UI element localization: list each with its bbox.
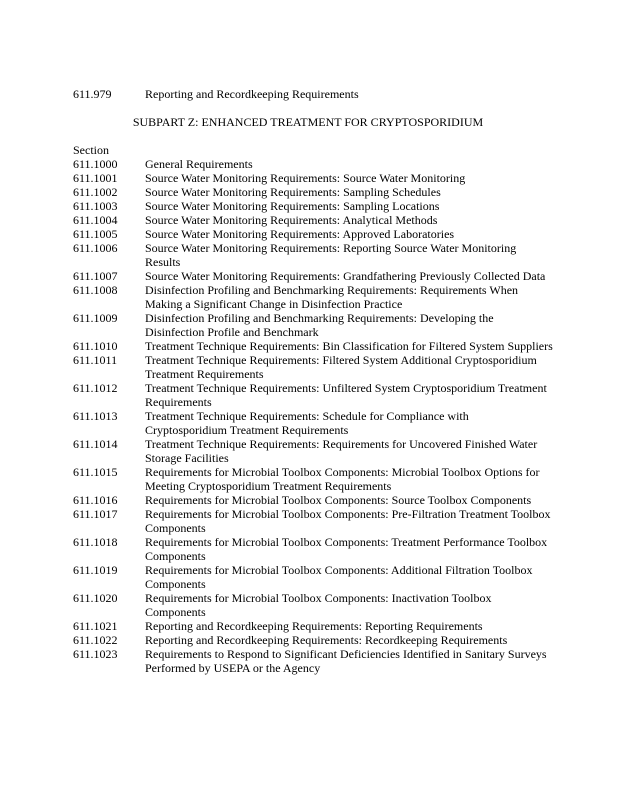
section-title: Requirements to Respond to Significant Deficiencies Identified in Sanitary Surveys Performed by USEPA or the Agency (145, 647, 547, 675)
section-entry (73, 269, 553, 283)
section-title: Requirements for Microbial Toolbox Components: Treatment Performance Toolbox Components (145, 535, 548, 563)
section-entry (73, 437, 553, 465)
section-entry (73, 157, 553, 171)
section-entry (73, 409, 553, 437)
section-entry (73, 633, 553, 647)
section-title: Treatment Technique Requirements: Requirements for Uncovered Finished Water Storage Facilities (145, 437, 538, 465)
section-entry (73, 227, 553, 241)
section-title: Requirements for Microbial Toolbox Components: Inactivation Toolbox Components (145, 591, 492, 619)
section-title: Source Water Monitoring Requirements: Source Water Monitoring (145, 171, 466, 185)
section-title: Source Water Monitoring Requirements: Sampling Schedules (145, 185, 441, 199)
section-title: Treatment Technique Requirements: Unfiltered System Cryptosporidium Treatment Requirements (145, 381, 547, 409)
section-title: Treatment Technique Requirements: Filtered System Additional Cryptosporidium Treatment Requirements (145, 353, 537, 381)
section-entry (73, 591, 553, 619)
section-number: 611.1023 (73, 647, 118, 661)
section-entry (73, 283, 553, 311)
subpart-heading: SUBPART Z: ENHANCED TREATMENT FOR CRYPTOSPORIDIUM (132, 115, 484, 129)
section-title: Source Water Monitoring Requirements: Grandfathering Previously Collected Data (145, 269, 546, 283)
section-column-label: Section (73, 143, 109, 157)
section-number: 611.1000 (73, 157, 118, 171)
section-entry (73, 171, 553, 185)
section-number: 611.1017 (73, 507, 118, 521)
section-number: 611.1007 (73, 269, 118, 283)
section-entry (73, 507, 553, 535)
document-page (73, 87, 553, 675)
section-number: 611.1013 (73, 409, 118, 423)
section-entry (73, 535, 553, 563)
section-list (73, 157, 553, 675)
section-number: 611.1008 (73, 283, 118, 297)
section-number: 611.1020 (73, 591, 118, 605)
section-number: 611.1011 (73, 353, 118, 367)
section-number: 611.1005 (73, 227, 118, 241)
section-title: Source Water Monitoring Requirements: Sampling Locations (145, 199, 440, 213)
section-title: Requirements for Microbial Toolbox Components: Additional Filtration Toolbox Components (145, 563, 533, 591)
section-title: General Requirements (145, 157, 253, 171)
section-title: Requirements for Microbial Toolbox Components: Microbial Toolbox Options for Meeting Cryptosporidium Treatment Requirements (145, 465, 540, 493)
section-entry (73, 493, 553, 507)
section-title: Source Water Monitoring Requirements: Reporting Source Water Monitoring Results (145, 241, 517, 269)
section-entry (73, 619, 553, 633)
section-number: 611.1012 (73, 381, 118, 395)
section-number: 611.1018 (73, 535, 118, 549)
section-number: 611.1006 (73, 241, 118, 255)
section-number: 611.1010 (73, 339, 118, 353)
section-entry (73, 647, 553, 675)
section-title: Disinfection Profiling and Benchmarking Requirements: Requirements When Making a Significant Change in Disinfection Practice (145, 283, 519, 311)
section-entry (73, 465, 553, 493)
section-title: Requirements for Microbial Toolbox Components: Pre-Filtration Treatment Toolbox Components (145, 507, 551, 535)
section-number: 611.1004 (73, 213, 118, 227)
section-title: Source Water Monitoring Requirements: Analytical Methods (145, 213, 438, 227)
section-entry (73, 185, 553, 199)
section-entry (73, 311, 553, 339)
section-number: 611.1003 (73, 199, 118, 213)
section-title: Reporting and Recordkeeping Requirements (145, 87, 359, 101)
section-number: 611.1001 (73, 171, 118, 185)
section-entry (73, 563, 553, 591)
section-number: 611.1002 (73, 185, 118, 199)
section-number: 611.1022 (73, 633, 118, 647)
section-number: 611.1014 (73, 437, 118, 451)
section-title: Requirements for Microbial Toolbox Components: Source Toolbox Components (145, 493, 532, 507)
section-title: Reporting and Recordkeeping Requirements: Recordkeeping Requirements (145, 633, 508, 647)
section-entry (73, 241, 553, 269)
section-number: 611.1016 (73, 493, 118, 507)
section-entry-611-979 (73, 87, 553, 101)
section-entry (73, 199, 553, 213)
section-title: Treatment Technique Requirements: Bin Classification for Filtered System Suppliers (145, 339, 553, 353)
section-title: Source Water Monitoring Requirements: Approved Laboratories (145, 227, 455, 241)
section-entry (73, 353, 553, 381)
section-title: Reporting and Recordkeeping Requirements: Reporting Requirements (145, 619, 483, 633)
section-number: 611.1009 (73, 311, 118, 325)
section-title: Disinfection Profiling and Benchmarking Requirements: Developing the Disinfection Profile and Benchmark (145, 311, 494, 339)
section-entry (73, 381, 553, 409)
section-number: 611.1021 (73, 619, 118, 633)
section-number: 611.1015 (73, 465, 118, 479)
section-title: Treatment Technique Requirements: Schedule for Compliance with Cryptosporidium Treatment Requirements (145, 409, 469, 437)
section-number: 611.979 (73, 87, 112, 101)
section-entry (73, 339, 553, 353)
section-entry (73, 213, 553, 227)
section-number: 611.1019 (73, 563, 118, 577)
